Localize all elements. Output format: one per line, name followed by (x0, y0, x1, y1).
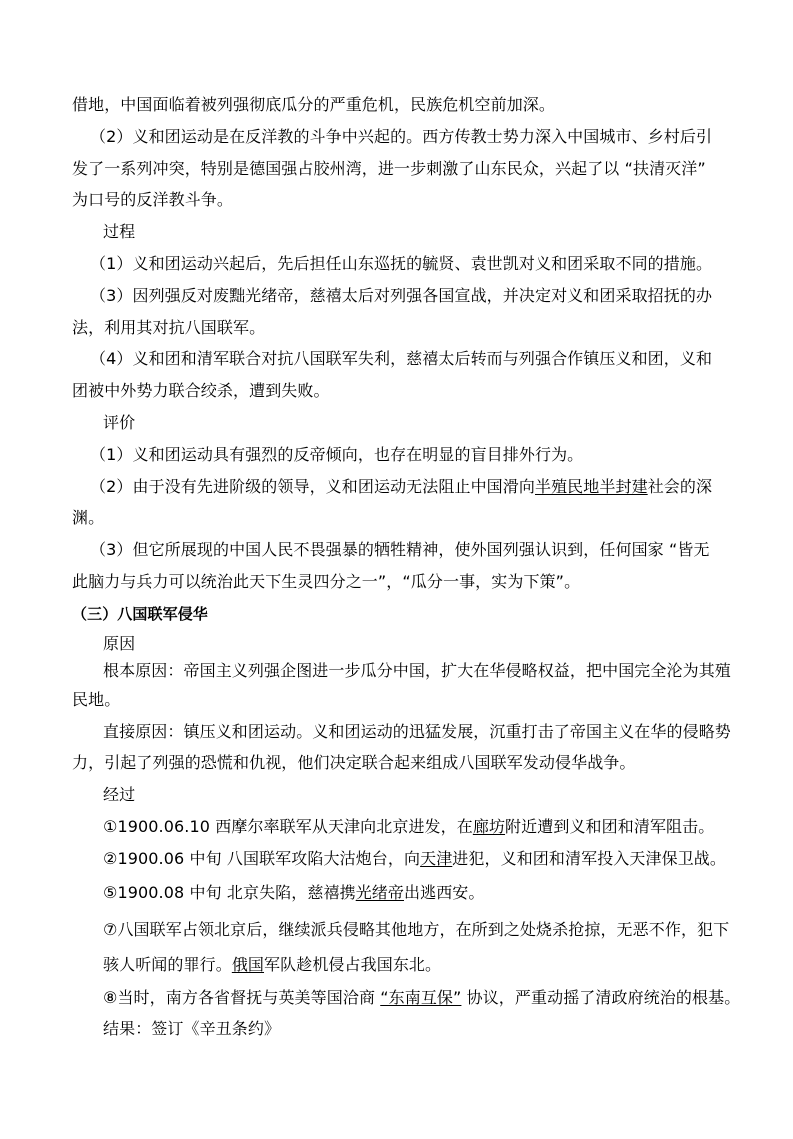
text: ⑤1900.08 中旬 北京失陷，慈禧携 (103, 883, 356, 902)
paragraph-line (72, 158, 706, 180)
text: 此脑力与兵力可以统治此天下生灵四分之一”，“瓜分一事，实为下策”。 (72, 572, 581, 591)
underlined-term: 俄国 (231, 955, 265, 974)
underlined-term: 半殖民地半封建 (534, 477, 648, 496)
text: ②1900.06 中旬 八国联军攻陷大沽炮台，向 (103, 849, 421, 868)
text: 评价 (103, 413, 136, 432)
text: 军队趁机侵占我国东北。 (264, 955, 442, 974)
text: 根本原因：帝国主义列强企图进一步瓜分中国，扩大在华侵略权益，把中国完全沦为其殖 (103, 661, 731, 680)
text: （2）义和团运动是在反洋教的斗争中兴起的。西方传教士势力深入中国城市、乡村后引 (90, 127, 713, 146)
paragraph-line (72, 507, 104, 529)
text: 法，利用其对抗八国联军。 (72, 318, 266, 337)
heading-course (103, 784, 135, 806)
event-line (103, 882, 485, 904)
paragraph-line (103, 660, 731, 682)
result-line (103, 1018, 280, 1040)
paragraph-line (72, 189, 233, 211)
text: （1）义和团运动具有强烈的反帝倾向，也存在明显的盲目排外行为。 (90, 445, 584, 464)
section-heading (72, 603, 208, 625)
text: 为口号的反洋教斗争。 (72, 190, 234, 209)
heading-evaluation (103, 412, 135, 434)
heading-process (103, 221, 135, 243)
paragraph-line (72, 317, 265, 339)
text: ⑦八国联军占领北京后，继续派兵侵略其他地方，在所到之处烧杀抢掠，无恶不作，犯下 (103, 920, 730, 939)
underlined-term: 天津 (420, 849, 453, 868)
paragraph-line (90, 539, 710, 561)
text: 附近遭到义和团和清军阻击。 (505, 817, 715, 836)
text: （三）八国联军侵华 (72, 605, 208, 623)
event-line (103, 954, 441, 976)
underlined-term: “东南互保” (380, 988, 462, 1007)
text: ①1900.06.10 西摩尔率联军从天津向北京进发，在 (103, 817, 473, 836)
text: 民地。 (72, 690, 121, 709)
paragraph-line (90, 444, 583, 466)
paragraph-line (90, 126, 712, 148)
event-line (103, 987, 740, 1009)
text: 渊。 (72, 508, 105, 527)
text: 团被中外势力联合绞杀，遭到失败。 (72, 381, 330, 400)
paragraph-line (90, 348, 712, 370)
paragraph-line (90, 253, 712, 275)
text: 进犯，义和团和清军投入天津保卫战。 (452, 849, 726, 868)
paragraph-line (72, 380, 330, 402)
event-line (103, 816, 714, 838)
text: ⑧当时，南方各省督抚与英美等国洽商 (103, 988, 381, 1007)
text: 原因 (103, 634, 136, 653)
text: 过程 (103, 222, 136, 241)
text: 借地，中国面临着被列强彻底瓜分的严重危机，民族危机空前加深。 (72, 95, 556, 114)
text: 力，引起了列强的恐慌和仇视，他们决定联合起来组成八国联军发动侵华战争。 (72, 753, 636, 772)
underlined-term: 光绪帝 (355, 883, 404, 902)
event-line (103, 919, 729, 941)
paragraph-line (103, 721, 731, 743)
text: （3）因列强反对废黜光绪帝，慈禧太后对列强各国宣战，并决定对义和团采取招抚的办 (90, 286, 713, 305)
text: 协议，严重动摇了清政府统治的根基。 (461, 988, 741, 1007)
paragraph-line (90, 476, 712, 498)
text: 结果：签订《辛丑条约》 (103, 1019, 281, 1038)
text: 出逃西安。 (404, 883, 485, 902)
underlined-term: 廊坊 (472, 817, 506, 836)
text: （4）义和团和清军联合对抗八国联军失利，慈禧太后转而与列强合作镇压义和团，义和 (90, 349, 713, 368)
text: （3）但它所展现的中国人民不畏强暴的牺牲精神，使外国列强认识到，任何国家 “皆无 (90, 540, 710, 559)
text: 骇人听闻的罪行。 (103, 955, 232, 974)
paragraph-line (72, 571, 580, 593)
text: 发了一系列冲突，特别是德国强占胶州湾，进一步刺激了山东民众，兴起了以 “扶清灭洋” (72, 159, 706, 178)
text: 直接原因：镇压义和团运动。义和团运动的迅猛发展，沉重打击了帝国主义在华的侵略势 (103, 722, 731, 741)
heading-cause (103, 633, 135, 655)
text: （1）义和团运动兴起后，先后担任山东巡抚的毓贤、袁世凯对义和团采取不同的措施。 (90, 254, 713, 273)
text: 社会的深 (647, 477, 713, 496)
paragraph-line (72, 752, 636, 774)
event-line (103, 848, 726, 870)
paragraph-line (72, 689, 120, 711)
paragraph-line (72, 94, 555, 116)
text: 经过 (103, 785, 136, 804)
paragraph-line (90, 285, 712, 307)
text: （2）由于没有先进阶级的领导，义和团运动无法阻止中国滑向 (90, 477, 535, 496)
